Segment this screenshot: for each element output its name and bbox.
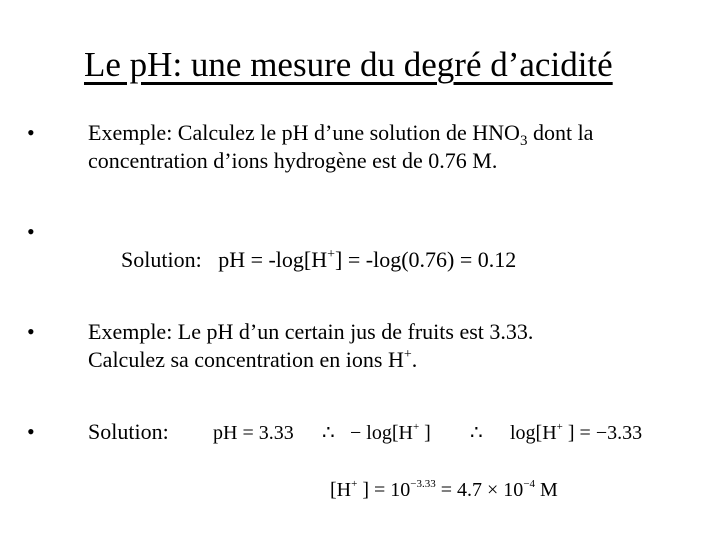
slide-title: Le pH: une mesure du degré d’acidité [84,45,613,84]
bullet-icon: • [27,419,35,444]
equation-neg-log: − log[H+ ] [350,421,431,444]
equation-concentration: [H+ ] = $10^{-3.33} = 4.7 \times 10^{-4}$ M [330,478,558,501]
solution-label: Solution: [88,419,169,444]
bullet-text: Exemple: Calculez le pH d’une solution de $HNO_3$ dont la concentration d’ions hydrogène est de 0.76 M. [88,120,594,173]
bullet-icon: • [27,120,35,145]
bullet-icon: • [27,319,35,344]
solution-label: Solution: [121,247,202,272]
therefore-icon: ∴ [470,422,483,444]
therefore-icon: ∴ [322,422,335,444]
bullet-icon: • [27,219,35,244]
equation-log: log[H+ ] = −3.33 [510,421,643,444]
bullet-text: Exemple: Le pH d’un certain jus de fruits est 3.33. Calculez sa concentration en ions H+. [88,319,534,372]
equation-ph-value: pH = 3.33 [213,422,294,444]
bullet-text: Solution: pH = -log[H+] = -log(0.76) = 0.12 [121,247,517,272]
